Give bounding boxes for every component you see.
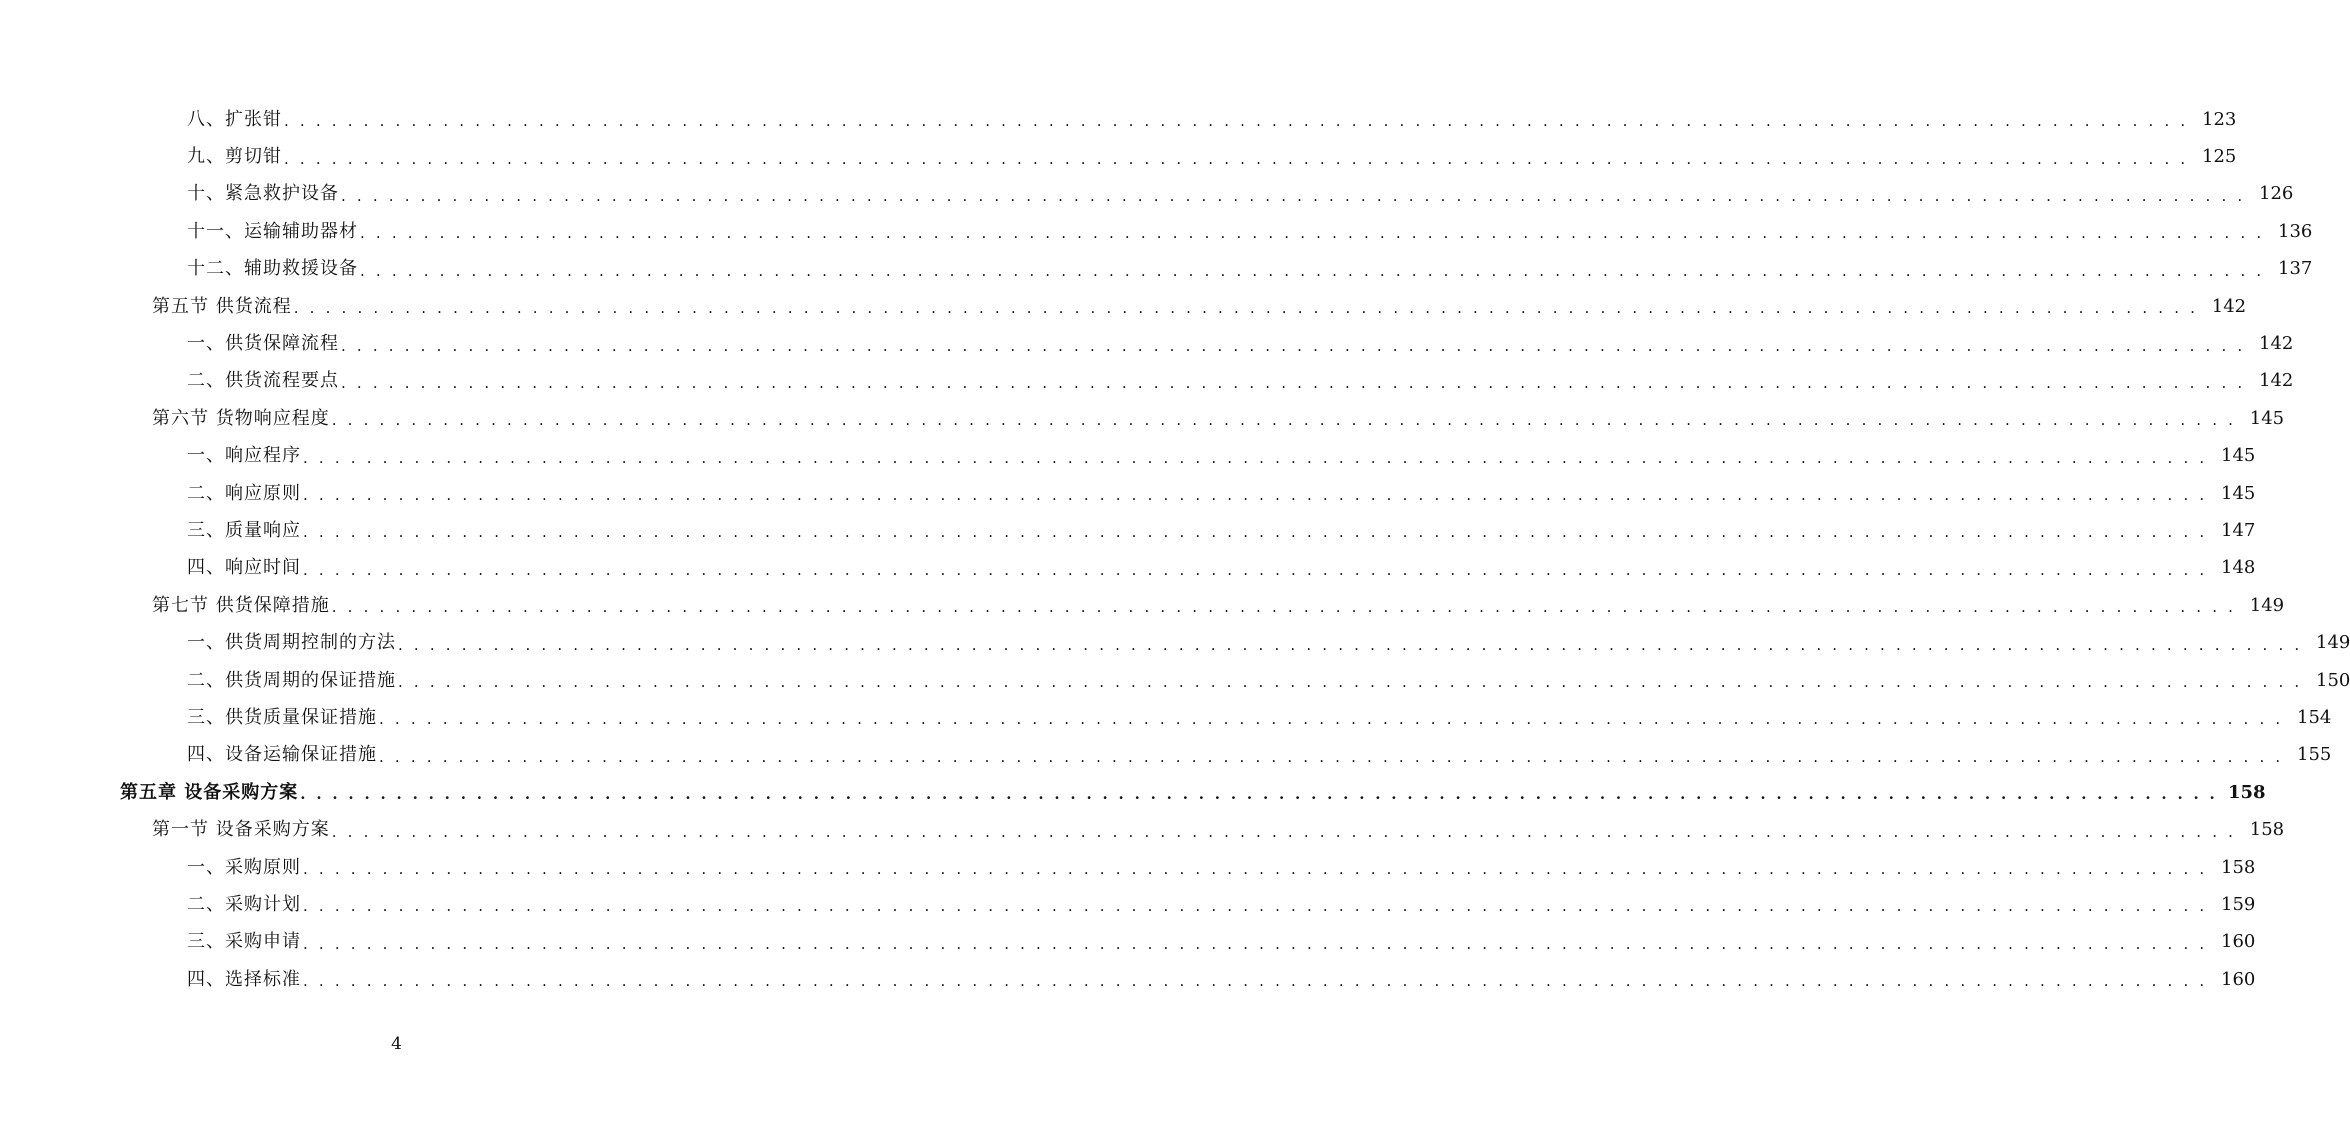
toc-entry-page: 158 [2228, 781, 2266, 803]
page-number: 4 [391, 1034, 402, 1054]
toc-entry-title: 一、响应程序 [187, 445, 301, 467]
toc-entry-title: 第五节 供货流程 [152, 295, 292, 317]
toc-entry-page: 154 [2297, 706, 2332, 728]
toc-entry-title: 第五章 设备采购方案 [120, 781, 299, 803]
toc-entry-page: 159 [2221, 893, 2256, 915]
toc-entry-page: 158 [2221, 856, 2256, 878]
toc-subsection-entry [0, 363, 2294, 400]
dot-leader: . . . . . . . . . . . . . . . . . . . . . . . . . . . . . . . . . . . . . . . . . . . . . . . . . . . . . . . . . . . . . . . . . . . . . . . . . . . . . . . . . . . . . . . . . . . . . . . . . . . . . . . . . . . . . . . . . . . . . . . . [379, 747, 2284, 766]
toc-entry-page: 145 [2221, 482, 2256, 504]
dot-leader: . . . . . . . . . . . . . . . . . . . . . . . . . . . . . . . . . . . . . . . . . . . . . . . . . . . . . . . . . . . . . . . . . . . . . . . . . . . . . . . . . . . . . . . . . . . . . . . . . . . . . . . . . . . . . . . . . . . . . . . . [303, 560, 2208, 579]
toc-subsection-entry [0, 325, 2294, 362]
toc-chapter-entry [0, 774, 2266, 811]
toc-entry-page: 160 [2221, 931, 2256, 953]
toc-subsection-entry [0, 699, 2332, 736]
toc-entry-title: 二、响应原则 [187, 482, 301, 504]
toc-entry-title: 一、供货保障流程 [187, 333, 339, 355]
toc-subsection-entry [0, 251, 2313, 288]
toc-entry-title: 四、设备运输保证措施 [187, 744, 377, 766]
toc-entry-title: 四、响应时间 [187, 557, 301, 579]
toc-section-entry [0, 587, 2285, 624]
toc-entry-page: 145 [2249, 407, 2285, 429]
dot-leader: . . . . . . . . . . . . . . . . . . . . . . . . . . . . . . . . . . . . . . . . . . . . . . . . . . . . . . . . . . . . . . . . . . . . . . . . . . . . . . . . . . . . . . . . . . . . . . . . . . . . . . . . . . . . . . . . . . . . . . . . [300, 785, 2218, 804]
toc-subsection-entry [0, 213, 2313, 250]
toc-subsection-entry [0, 550, 2256, 587]
dot-leader: . . . . . . . . . . . . . . . . . . . . . . . . . . . . . . . . . . . . . . . . . . . . . . . . . . . . . . . . . . . . . . . . . . . . . . . . . . . . . . . . . . . . . . . . . . . . . . . . . . . . . . . . . . . . . . . . . . . . . . . . [360, 261, 2265, 280]
toc-entry-title: 一、供货周期控制的方法 [187, 632, 396, 654]
toc-subsection-entry [0, 624, 2350, 661]
toc-entry-page: 150 [2316, 669, 2350, 691]
dot-leader: . . . . . . . . . . . . . . . . . . . . . . . . . . . . . . . . . . . . . . . . . . . . . . . . . . . . . . . . . . . . . . . . . . . . . . . . . . . . . . . . . . . . . . . . . . . . . . . . . . . . . . . . . . . . . . . . . . . . . . . . [303, 523, 2208, 542]
toc-entry-title: 第七节 供货保障措施 [152, 594, 330, 616]
toc-subsection-entry [0, 924, 2256, 961]
toc-entry-page: 125 [2202, 146, 2237, 168]
toc-entry-page: 149 [2249, 594, 2285, 616]
toc-subsection-entry [0, 101, 2237, 138]
dot-leader: . . . . . . . . . . . . . . . . . . . . . . . . . . . . . . . . . . . . . . . . . . . . . . . . . . . . . . . . . . . . . . . . . . . . . . . . . . . . . . . . . . . . . . . . . . . . . . . . . . . . . . . . . . . . . . . . . . . . . . . . [331, 411, 2237, 430]
dot-leader: . . . . . . . . . . . . . . . . . . . . . . . . . . . . . . . . . . . . . . . . . . . . . . . . . . . . . . . . . . . . . . . . . . . . . . . . . . . . . . . . . . . . . . . . . . . . . . . . . . . . . . . . . . . . . . . . . . . . . . . . [341, 186, 2246, 205]
toc-entry-page: 126 [2259, 183, 2294, 205]
toc-entry-page: 147 [2221, 519, 2256, 541]
toc-entry-title: 二、供货流程要点 [187, 370, 339, 392]
dot-leader: . . . . . . . . . . . . . . . . . . . . . . . . . . . . . . . . . . . . . . . . . . . . . . . . . . . . . . . . . . . . . . . . . . . . . . . . . . . . . . . . . . . . . . . . . . . . . . . . . . . . . . . . . . . . . . . . . . . . . . . . [398, 635, 2303, 654]
toc-entry-title: 三、供货质量保证措施 [187, 706, 377, 728]
toc-subsection-entry [0, 176, 2294, 213]
toc-subsection-entry [0, 961, 2256, 998]
toc-subsection-entry [0, 438, 2256, 475]
toc-subsection-entry [0, 662, 2350, 699]
toc-entry-page: 142 [2211, 295, 2247, 317]
toc-entry-page: 123 [2202, 108, 2237, 130]
toc-entry-title: 三、质量响应 [187, 519, 301, 541]
dot-leader: . . . . . . . . . . . . . . . . . . . . . . . . . . . . . . . . . . . . . . . . . . . . . . . . . . . . . . . . . . . . . . . . . . . . . . . . . . . . . . . . . . . . . . . . . . . . . . . . . . . . . . . . . . . . . . . . . . . . . . . . [379, 710, 2284, 729]
dot-leader: . . . . . . . . . . . . . . . . . . . . . . . . . . . . . . . . . . . . . . . . . . . . . . . . . . . . . . . . . . . . . . . . . . . . . . . . . . . . . . . . . . . . . . . . . . . . . . . . . . . . . . . . . . . . . . . . . . . . . . . . [293, 299, 2199, 318]
toc-subsection-entry [0, 475, 2256, 512]
toc-entry-page: 155 [2297, 744, 2332, 766]
toc-entry-title: 第六节 货物响应程度 [152, 407, 330, 429]
toc-entry-title: 十、紧急救护设备 [187, 183, 339, 205]
toc-subsection-entry [0, 886, 2256, 923]
toc-entry-page: 137 [2278, 258, 2313, 280]
toc-subsection-entry [0, 849, 2256, 886]
dot-leader: . . . . . . . . . . . . . . . . . . . . . . . . . . . . . . . . . . . . . . . . . . . . . . . . . . . . . . . . . . . . . . . . . . . . . . . . . . . . . . . . . . . . . . . . . . . . . . . . . . . . . . . . . . . . . . . . . . . . . . . . [284, 149, 2189, 168]
dot-leader: . . . . . . . . . . . . . . . . . . . . . . . . . . . . . . . . . . . . . . . . . . . . . . . . . . . . . . . . . . . . . . . . . . . . . . . . . . . . . . . . . . . . . . . . . . . . . . . . . . . . . . . . . . . . . . . . . . . . . . . . [303, 972, 2208, 991]
toc-entry-title: 二、供货周期的保证措施 [187, 669, 396, 691]
toc-subsection-entry [0, 138, 2237, 175]
toc-entry-page: 149 [2316, 632, 2350, 654]
table-of-contents [0, 101, 2350, 998]
toc-section-entry [0, 288, 2247, 325]
toc-entry-page: 136 [2278, 220, 2313, 242]
toc-entry-title: 四、选择标准 [187, 968, 301, 990]
toc-section-entry [0, 811, 2285, 848]
dot-leader: . . . . . . . . . . . . . . . . . . . . . . . . . . . . . . . . . . . . . . . . . . . . . . . . . . . . . . . . . . . . . . . . . . . . . . . . . . . . . . . . . . . . . . . . . . . . . . . . . . . . . . . . . . . . . . . . . . . . . . . . [303, 934, 2208, 953]
dot-leader: . . . . . . . . . . . . . . . . . . . . . . . . . . . . . . . . . . . . . . . . . . . . . . . . . . . . . . . . . . . . . . . . . . . . . . . . . . . . . . . . . . . . . . . . . . . . . . . . . . . . . . . . . . . . . . . . . . . . . . . . [341, 336, 2246, 355]
toc-entry-title: 二、采购计划 [187, 893, 301, 915]
toc-entry-page: 158 [2249, 819, 2285, 841]
dot-leader: . . . . . . . . . . . . . . . . . . . . . . . . . . . . . . . . . . . . . . . . . . . . . . . . . . . . . . . . . . . . . . . . . . . . . . . . . . . . . . . . . . . . . . . . . . . . . . . . . . . . . . . . . . . . . . . . . . . . . . . . [341, 373, 2246, 392]
dot-leader: . . . . . . . . . . . . . . . . . . . . . . . . . . . . . . . . . . . . . . . . . . . . . . . . . . . . . . . . . . . . . . . . . . . . . . . . . . . . . . . . . . . . . . . . . . . . . . . . . . . . . . . . . . . . . . . . . . . . . . . . [331, 598, 2237, 617]
dot-leader: . . . . . . . . . . . . . . . . . . . . . . . . . . . . . . . . . . . . . . . . . . . . . . . . . . . . . . . . . . . . . . . . . . . . . . . . . . . . . . . . . . . . . . . . . . . . . . . . . . . . . . . . . . . . . . . . . . . . . . . . [303, 860, 2208, 878]
toc-entry-title: 第一节 设备采购方案 [152, 819, 330, 841]
dot-leader: . . . . . . . . . . . . . . . . . . . . . . . . . . . . . . . . . . . . . . . . . . . . . . . . . . . . . . . . . . . . . . . . . . . . . . . . . . . . . . . . . . . . . . . . . . . . . . . . . . . . . . . . . . . . . . . . . . . . . . . . [398, 673, 2303, 692]
toc-entry-title: 三、采购申请 [187, 931, 301, 953]
toc-entry-title: 一、采购原则 [187, 856, 301, 878]
toc-subsection-entry [0, 512, 2256, 549]
toc-entry-page: 145 [2221, 445, 2256, 467]
toc-section-entry [0, 400, 2285, 437]
toc-entry-page: 160 [2221, 968, 2256, 990]
toc-entry-page: 142 [2259, 333, 2294, 355]
dot-leader: . . . . . . . . . . . . . . . . . . . . . . . . . . . . . . . . . . . . . . . . . . . . . . . . . . . . . . . . . . . . . . . . . . . . . . . . . . . . . . . . . . . . . . . . . . . . . . . . . . . . . . . . . . . . . . . . . . . . . . . . [303, 448, 2208, 467]
dot-leader: . . . . . . . . . . . . . . . . . . . . . . . . . . . . . . . . . . . . . . . . . . . . . . . . . . . . . . . . . . . . . . . . . . . . . . . . . . . . . . . . . . . . . . . . . . . . . . . . . . . . . . . . . . . . . . . . . . . . . . . . [331, 822, 2237, 841]
dot-leader: . . . . . . . . . . . . . . . . . . . . . . . . . . . . . . . . . . . . . . . . . . . . . . . . . . . . . . . . . . . . . . . . . . . . . . . . . . . . . . . . . . . . . . . . . . . . . . . . . . . . . . . . . . . . . . . . . . . . . . . . [360, 224, 2265, 243]
toc-entry-title: 九、剪切钳 [187, 146, 282, 168]
toc-entry-title: 十二、辅助救援设备 [187, 258, 358, 280]
toc-subsection-entry [0, 737, 2332, 774]
dot-leader: . . . . . . . . . . . . . . . . . . . . . . . . . . . . . . . . . . . . . . . . . . . . . . . . . . . . . . . . . . . . . . . . . . . . . . . . . . . . . . . . . . . . . . . . . . . . . . . . . . . . . . . . . . . . . . . . . . . . . . . . [284, 112, 2189, 131]
toc-entry-page: 148 [2221, 557, 2256, 579]
toc-entry-page: 142 [2259, 370, 2294, 392]
toc-entry-title: 十一、运输辅助器材 [187, 220, 358, 242]
toc-entry-title: 八、扩张钳 [187, 108, 282, 130]
dot-leader: . . . . . . . . . . . . . . . . . . . . . . . . . . . . . . . . . . . . . . . . . . . . . . . . . . . . . . . . . . . . . . . . . . . . . . . . . . . . . . . . . . . . . . . . . . . . . . . . . . . . . . . . . . . . . . . . . . . . . . . . [303, 897, 2208, 916]
dot-leader: . . . . . . . . . . . . . . . . . . . . . . . . . . . . . . . . . . . . . . . . . . . . . . . . . . . . . . . . . . . . . . . . . . . . . . . . . . . . . . . . . . . . . . . . . . . . . . . . . . . . . . . . . . . . . . . . . . . . . . . . [303, 486, 2208, 505]
